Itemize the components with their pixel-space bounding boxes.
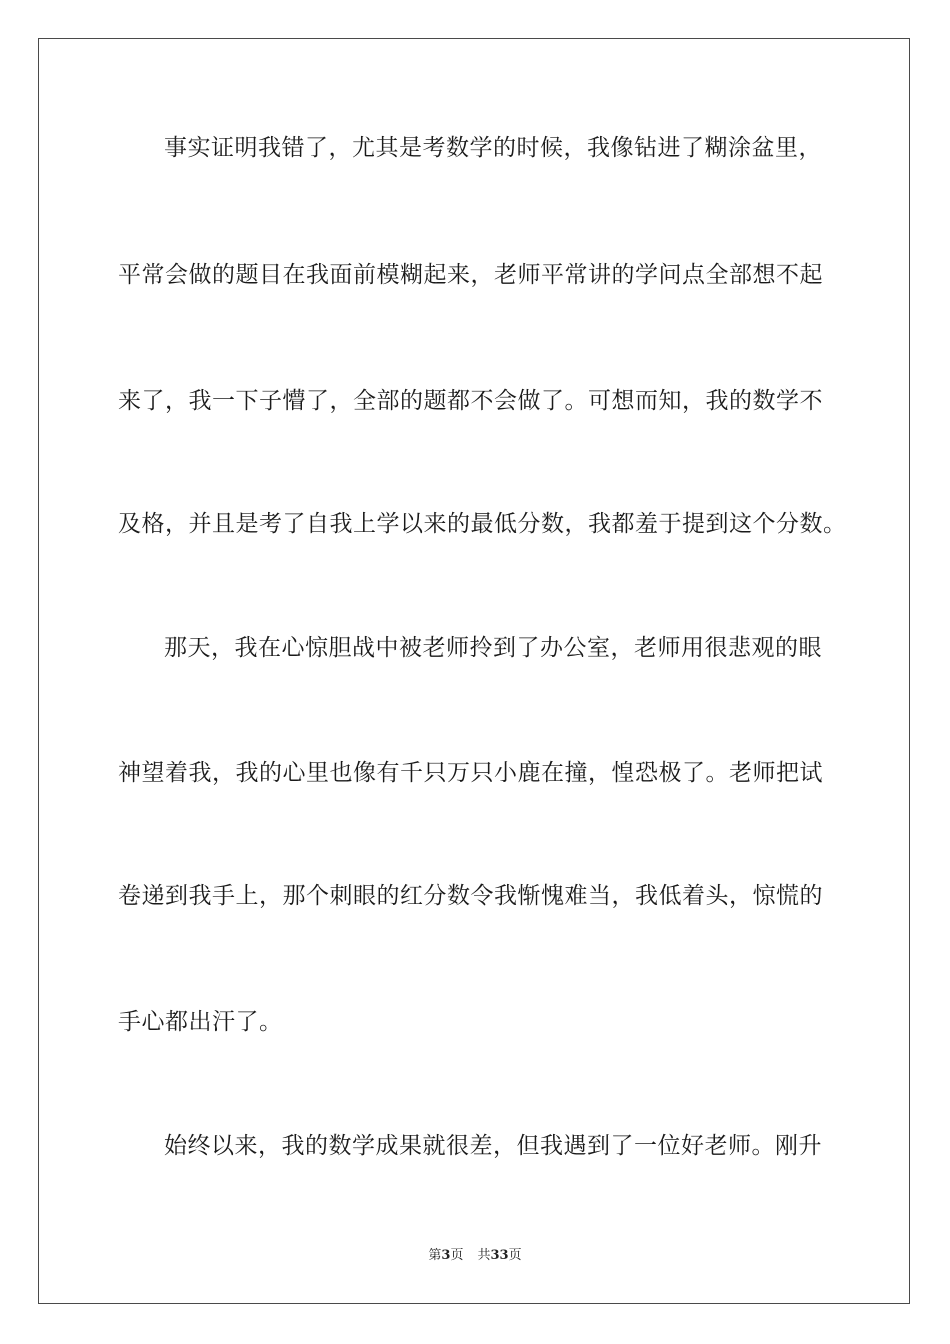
page-prefix: 第	[428, 1248, 442, 1263]
paragraph-line: 卷递到我手上，那个刺眼的红分数令我惭愧难当，我低着头，惊慌的	[118, 883, 823, 909]
total-pages: 33	[490, 1248, 509, 1263]
total-prefix: 共	[477, 1248, 491, 1263]
paragraph-line: 神望着我，我的心里也像有千只万只小鹿在撞，惶恐极了。老师把试	[118, 760, 823, 786]
paragraph-line: 始终以来，我的数学成果就很差，但我遇到了一位好老师。刚升	[164, 1133, 822, 1159]
page-number: 3	[441, 1248, 451, 1263]
total-suffix: 页	[508, 1248, 522, 1263]
paragraph-line: 来了，我一下子懵了，全部的题都不会做了。可想而知，我的数学不	[118, 388, 823, 414]
paragraph-line: 平常会做的题目在我面前模糊起来，老师平常讲的学问点全部想不起	[118, 262, 823, 288]
page-border	[38, 38, 910, 1304]
page-suffix: 页	[450, 1248, 464, 1263]
paragraph-line: 手心都出汗了。	[118, 1009, 283, 1035]
paragraph-line: 及格，并且是考了自我上学以来的最低分数，我都羞于提到这个分数。	[118, 511, 847, 537]
paragraph-line: 事实证明我错了，尤其是考数学的时候，我像钻进了糊涂盆里，	[164, 135, 822, 161]
page-footer	[0, 1247, 950, 1265]
paragraph-line: 那天，我在心惊胆战中被老师拎到了办公室，老师用很悲观的眼	[164, 635, 822, 661]
